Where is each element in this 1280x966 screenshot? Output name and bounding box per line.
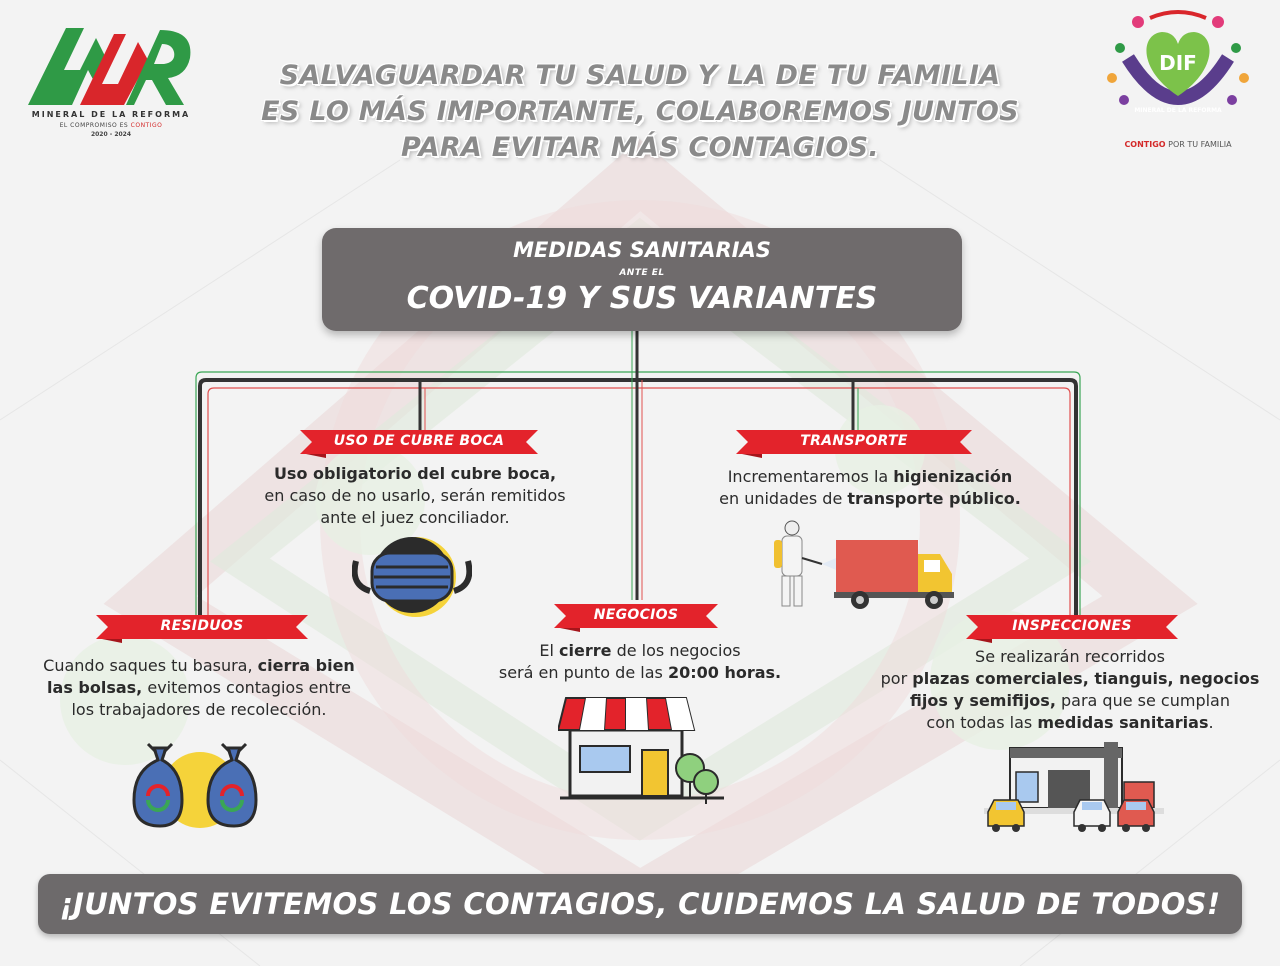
inspecciones-text-1: Se realizarán recorridos [975, 647, 1165, 666]
logo-motto-prefix: EL COMPROMISO ES [59, 122, 129, 129]
transporte-text-2b: transporte público. [847, 489, 1021, 508]
title-box [322, 228, 962, 331]
residuos-text-1a: Cuando saques tu basura, [43, 656, 258, 675]
trash-bags-icon [130, 740, 262, 832]
dif-tagline [1098, 140, 1258, 149]
negocios-text-1b: cierre [559, 641, 612, 660]
mr-logo-icon [26, 20, 196, 110]
ribbon-transporte [736, 428, 972, 458]
negocios-text-2a: será en punto de las [498, 663, 668, 682]
ribbon-residuos [96, 613, 308, 643]
truck-sanitizing-icon [764, 518, 956, 616]
cubrebocas-text-3: ante el juez conciliador. [320, 508, 510, 527]
title-line-3: COVID-19 Y SUS VARIANTES [406, 281, 878, 316]
inspecciones-text-3a: para que se cumplan [1055, 691, 1230, 710]
residuos-text-3: los trabajadores de recolección. [71, 700, 327, 719]
dif-tagline-accent: CONTIGO [1124, 140, 1166, 149]
storefront-icon [558, 694, 726, 806]
logo-years: 2020 - 2024 [90, 131, 132, 138]
inspecciones-text-2b: plazas comerciales, tianguis, negocios [912, 669, 1260, 688]
title-line-1: MEDIDAS SANITARIAS [513, 238, 771, 262]
negocios-text-1c: de los negocios [611, 641, 741, 660]
residuos-text-2b: las bolsas, [47, 678, 143, 697]
headline-line-1: SALVAGUARDAR TU SALUD Y LA DE TU FAMILIA [279, 60, 1001, 91]
negocios-text-1a: El [539, 641, 560, 660]
headline-line-2: ES LO MÁS IMPORTANTE, COLABOREMOS JUNTOS [261, 96, 1019, 127]
transporte-text-1a: Incrementaremos la [727, 467, 894, 486]
market-buildings-icon [984, 742, 1164, 834]
negocios-text [470, 640, 810, 684]
cubrebocas-text-1: Uso obligatorio del cubre boca, [273, 464, 557, 483]
inspecciones-text-4b: medidas sanitarias [1037, 713, 1209, 732]
inspecciones-text-3b: fijos y semifijos, [910, 691, 1056, 710]
dif-tagline-rest: POR TU FAMILIA [1168, 140, 1232, 149]
mineral-de-la-reforma-logo [26, 20, 196, 145]
ribbon-transporte-label: TRANSPORTE [800, 433, 908, 449]
inspecciones-text-4a: con todas las [926, 713, 1038, 732]
residuos-text [18, 655, 380, 721]
inspecciones-text-4c: . [1208, 713, 1214, 732]
ribbon-inspecciones [966, 613, 1178, 643]
logo-city-name: MINERAL DE LA REFORMA [31, 110, 191, 119]
ribbon-cubrebocas [300, 428, 538, 458]
ribbon-negocios [554, 602, 718, 632]
negocios-text-2b: 20:00 horas. [667, 663, 782, 682]
residuos-text-2a: evitemos contagios entre [142, 678, 351, 697]
inspecciones-text [868, 646, 1272, 734]
transporte-text [690, 466, 1050, 510]
cubrebocas-text-2: en caso de no usarlo, serán remitidos [264, 486, 566, 505]
ribbon-negocios-label: NEGOCIOS [593, 607, 679, 623]
ribbon-cubrebocas-label: USO DE CUBRE BOCA [333, 433, 505, 449]
dif-logo [1098, 8, 1258, 158]
face-mask-icon [352, 535, 472, 619]
inspecciones-text-2a: por [880, 669, 913, 688]
dif-arc-text: MINERAL DE LA REFORMA [1134, 107, 1222, 114]
transporte-text-1b: higienización [893, 467, 1013, 486]
headline-line-3: PARA EVITAR MÁS CONTAGIOS. [401, 132, 879, 163]
ribbon-residuos-label: RESIDUOS [160, 618, 244, 634]
footer-banner: ¡JUNTOS EVITEMOS LOS CONTAGIOS, CUIDEMOS LA SALUD DE TODOS! [38, 874, 1242, 934]
dif-heart-logo-icon [1098, 8, 1258, 138]
dif-badge-text: DIF [1159, 51, 1197, 75]
cubrebocas-text [240, 463, 590, 529]
title-line-2: ANTE EL [619, 268, 665, 278]
logo-motto [26, 122, 196, 129]
transporte-text-2a: en unidades de [719, 489, 848, 508]
logo-motto-accent: CONTIGO [130, 122, 163, 129]
headline [230, 58, 1050, 166]
residuos-text-1b: cierra bien [257, 656, 355, 675]
ribbon-inspecciones-label: INSPECCIONES [1012, 618, 1132, 634]
